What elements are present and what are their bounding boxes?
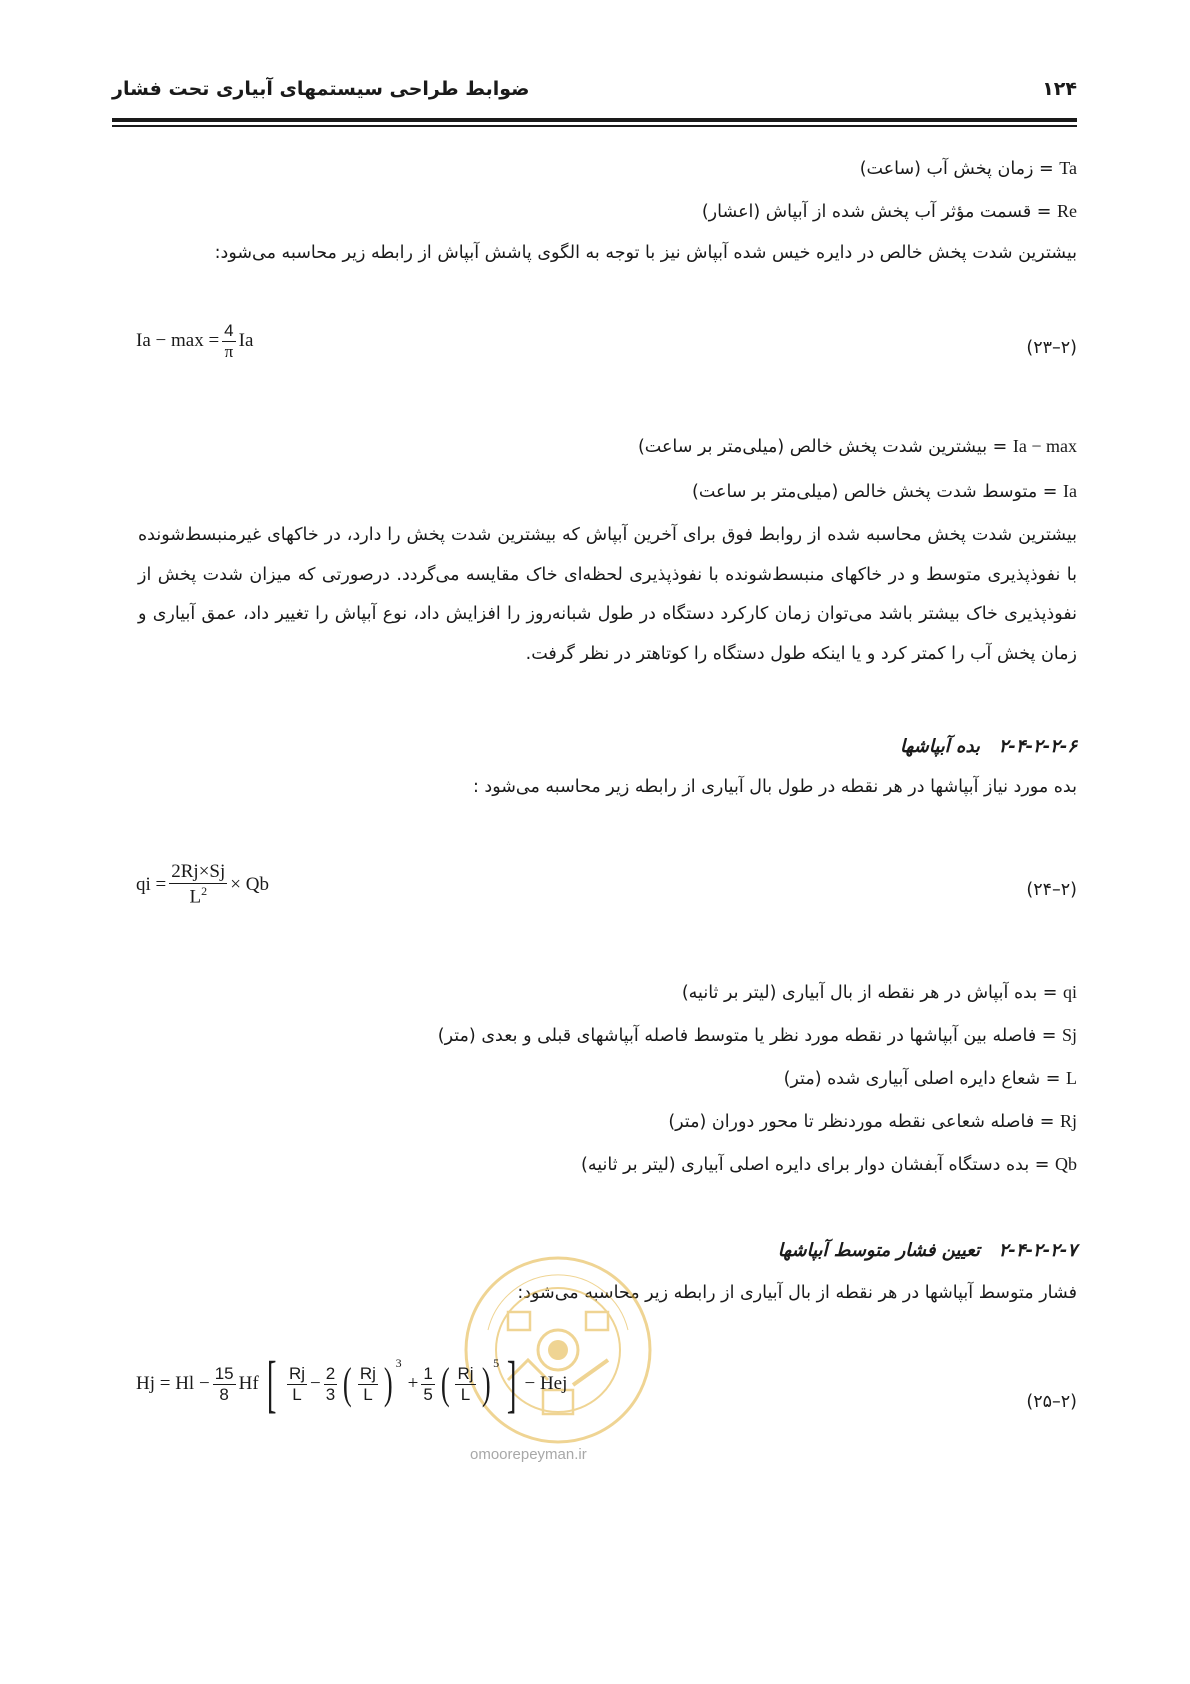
definition-ta: Ta = زمان پخش آب (ساعت) (859, 158, 1077, 179)
right-bracket: ] (507, 1348, 517, 1419)
definition-re: Re = قسمت مؤثر آب پخش شده از آبپاش (اعشار) (701, 201, 1077, 222)
definition-ia: Ia = متوسط شدت پخش خالص (میلی‌متر بر ساعت) (692, 481, 1077, 502)
intro-text-3: فشار متوسط آبپاشها در هر نقطه از بال آبیاری از رابطه زیر محاسبه می‌شود: (517, 1283, 1077, 1303)
fraction-2-over-3: $\frac{2}{3}$ (325, 1363, 336, 1404)
fraction-rj-over-l-3: $\frac{Rj}{L}$ (457, 1363, 474, 1404)
header-rule-thick (112, 118, 1077, 122)
fraction-4-over-pi: $\frac{4}{\pi}$ (224, 321, 234, 361)
fraction-rj-over-l-2: $\frac{Rj}{L}$ (359, 1363, 376, 1404)
equation-24: qi = $\frac{2Rj\times Sj}{L^2}$ × Qb (136, 861, 269, 908)
header-rule-thin (112, 125, 1077, 127)
definition-ia-max: Ia − max = بیشترین شدت پخش خالص (میلی‌متر بر ساعت) (637, 436, 1077, 457)
definition-qi: qi = بده آبپاش در هر نقطه از بال آبیاری (لیتر بر ثانیه) (681, 982, 1077, 1003)
definition-l: L = شعاع دایره اصلی آبیاری شده (متر) (783, 1068, 1077, 1089)
intro-text-1: بیشترین شدت پخش خالص در دایره خیس شده آبپاش نیز با توجه به الگوی پاشش آبپاش از رابطه زیر محاسبه می‌شود: (214, 243, 1077, 263)
fraction-2rjsj-over-l2: $\frac{2Rj\times Sj}{L^2}$ (171, 861, 226, 908)
body-paragraph: بیشترین شدت پخش محاسبه شده از روابط فوق برای آخرین آبپاش که بیشترین شدت پخش را دارد، در خاکهای غیرمنبسط‌شونده با نفوذپذیری متوسط و در خاکهای منبسط‌شونده با نفوذپذیری لحظه‌ای خاک مقایسه می‌گردد. درصورتی که میزان شدت پخش از نفوذپذیری خاک بیشتر باشد می‌توان زمان کارکرد دستگاه در طول شبانه‌روز را افزایش داد، نوع آبپاش را تغییر داد، عمق آبیاری و زمان پخش آب را کمتر کرد و یا اینکه طول دستگاه را کوتاهتر در نظر گرفت. (138, 525, 1077, 664)
page-number: ۱۲۴ (1042, 78, 1077, 100)
watermark-logo-icon (458, 1250, 658, 1450)
fraction-1-over-5: $\frac{1}{5}$ (423, 1363, 433, 1404)
intro-text-2: بده مورد نیاز آبپاشها در هر نقطه در طول بال آبیاری از رابطه زیر محاسبه می‌شود : (472, 777, 1077, 797)
left-bracket: [ (266, 1348, 277, 1419)
equation-number-23: (۲۳–۲) (1026, 338, 1077, 358)
equation-number-25: (۲۵–۲) (1026, 1392, 1077, 1412)
equation-25: Hj = Hl − $\frac{15}{8}$ Hf [ $\frac{Rj}{L}$ − $\frac{2}{3}$ ( $\frac{Rj}{L}$ ) $^3$ + $\frac{1}{5}$ ( $\frac{Rj}{L}$ ) $^5$ ] − Hej (136, 1348, 568, 1419)
section-heading-7: ۲-۴-۲-۲-۷ تعیین فشار متوسط آبپاشها (777, 1240, 1077, 1261)
definition-qb: Qb = بده دستگاه آبفشان دوار برای دایره اصلی آبیاری (لیتر بر ثانیه) (581, 1154, 1077, 1175)
fraction-15-over-8: $\frac{15}{8}$ (214, 1363, 234, 1404)
section-heading-6: ۲-۴-۲-۲-۶ بده آبپاشها (900, 736, 1077, 757)
equation-23: Ia − max = $\frac{4}{\pi}$ Ia (136, 321, 254, 361)
running-header-title: ضوابط طراحی سیستمهای آبیاری تحت فشار (112, 78, 530, 100)
definition-rj: Rj = فاصله شعاعی نقطه موردنظر تا محور دوران (متر) (668, 1111, 1077, 1132)
fraction-rj-over-l-1: $\frac{Rj}{L}$ (288, 1363, 306, 1404)
equation-number-24: (۲۴–۲) (1026, 880, 1077, 900)
definition-sj: Sj = فاصله بین آبپاشها در نقطه مورد نظر یا متوسط فاصله آبپاشهای قبلی و بعدی (متر) (437, 1025, 1077, 1046)
watermark-url: omoorepeyman.ir (470, 1446, 587, 1463)
